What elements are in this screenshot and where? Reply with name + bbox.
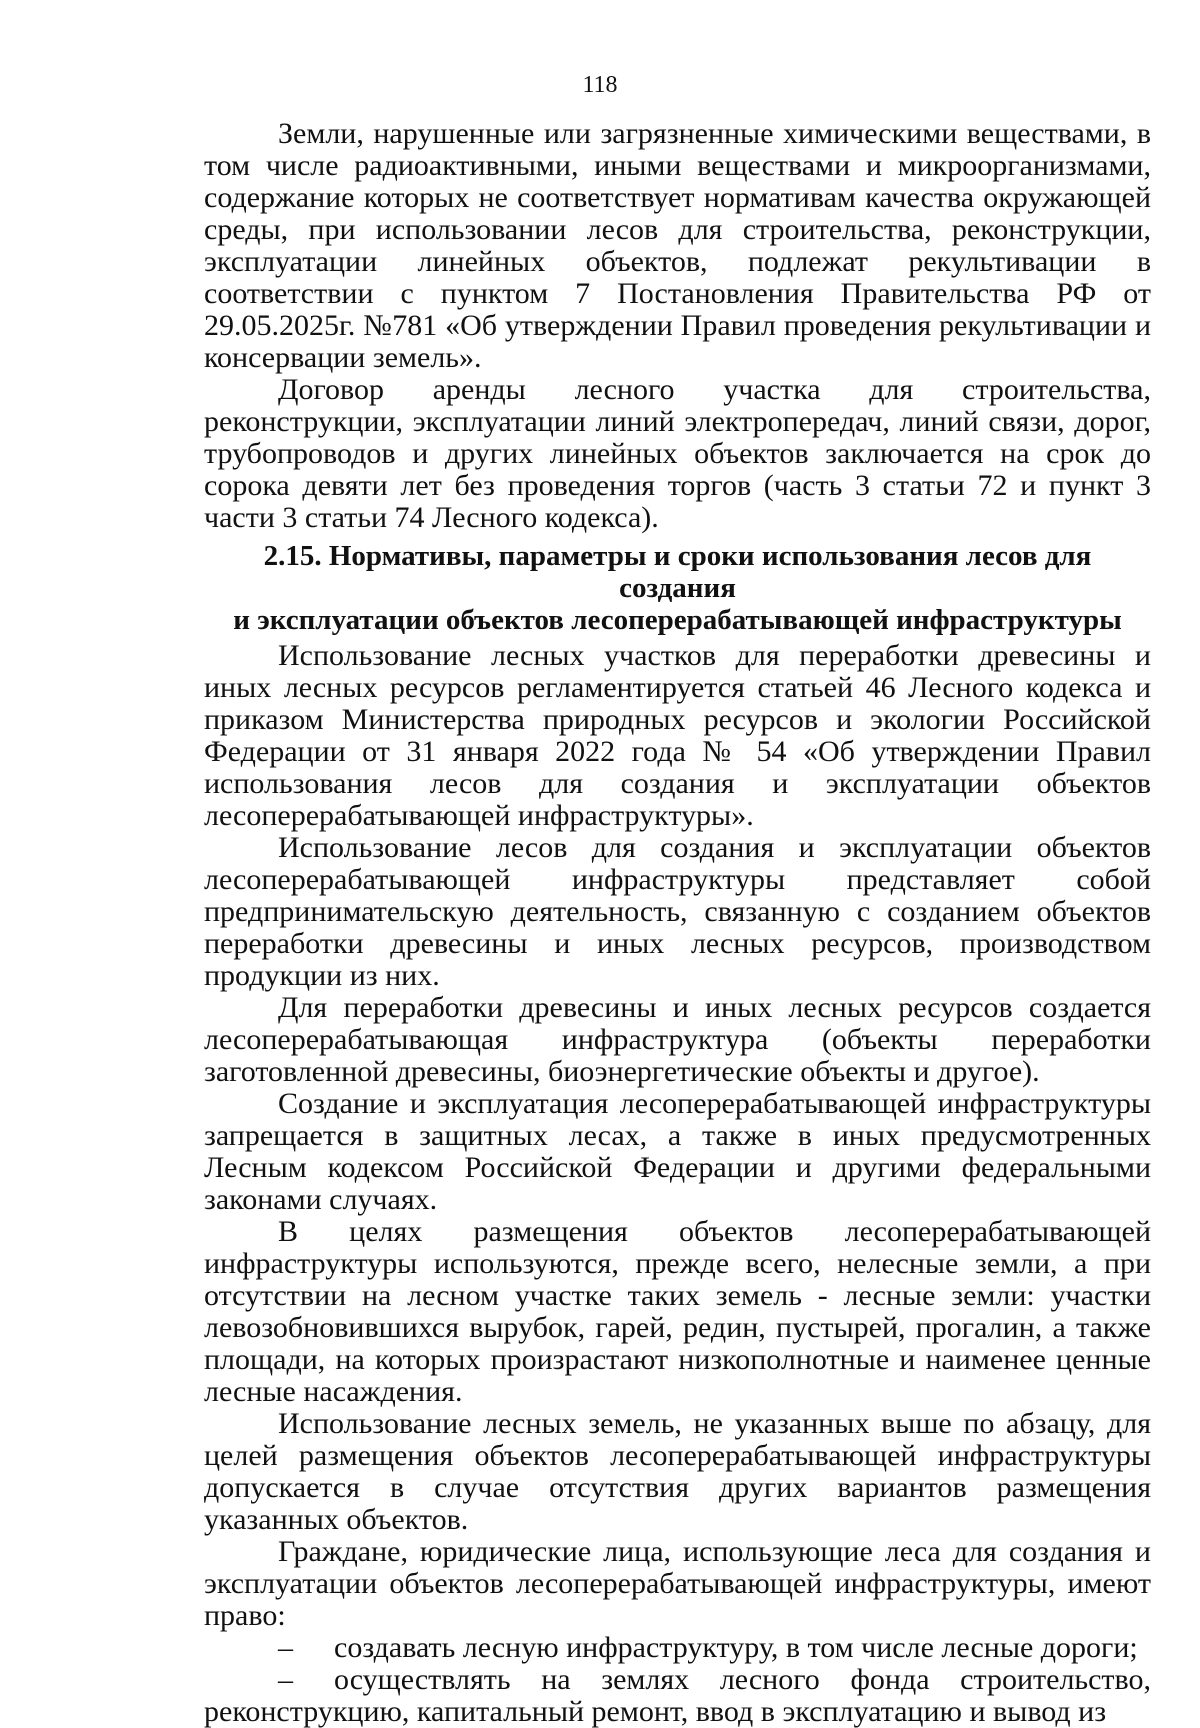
list-item [204, 1664, 1151, 1728]
page-number: 118 [582, 72, 618, 98]
list-item-text: осуществлять на землях лесного фонда строительство, реконструкцию, капитальный ремонт, ввод в эксплуатацию и вывод из [204, 1663, 1151, 1728]
section-heading-line-1: 2.15. Нормативы, параметры и сроки использования лесов для создания [263, 540, 1092, 604]
list-marker: – [278, 1631, 293, 1664]
paragraph-forest-land-allowed: Использование лесных земель, не указанных выше по абзацу, для целей размещения объектов лесоперерабатывающей инфраструктуры допускается в случае отсутствия других вариантов размещения указанных объектов. [204, 1407, 1151, 1536]
paragraph-rights: Граждане, юридические лица, использующие леса для создания и эксплуатации объектов лесоперерабатывающей инфраструктуры, имеют право: [204, 1535, 1151, 1632]
section-heading [204, 540, 1151, 636]
paragraph-lease-agreement: Договор аренды лесного участка для строительства, реконструкции, эксплуатации линий электропередач, линий связи, дорог, трубопроводов и других линейных объектов заключается на срок до сорока девяти лет без проведения торгов (часть 3 статьи 72 и пункт 3 части 3 статьи 74 Лесного кодекса). [204, 373, 1151, 534]
paragraph-land-use-priority: В целях размещения объектов лесоперерабатывающей инфраструктуры используются, прежде всего, нелесные земли, а при отсутствии на лесном участке таких земель - лесные земли: участки левозобновившихся вырубок, гарей, редин, пустырей, прогалин, а также площади, на которых произрастают низкополнотные и наименее ценные лесные насаждения. [204, 1215, 1151, 1408]
list-item-text: создавать лесную инфраструктуру, в том числе лесные дороги; [334, 1631, 1138, 1664]
paragraph-business-activity: Использование лесов для создания и эксплуатации объектов лесоперерабатывающей инфраструктуры представляет собой предпринимательскую деятельность, связанную с созданием объектов переработки древесины и иных лесных ресурсов, производством продукции из них. [204, 831, 1151, 992]
list-marker: – [278, 1663, 293, 1696]
section-heading-line-2: и эксплуатации объектов лесоперерабатывающей инфраструктуры [233, 604, 1122, 636]
list-item [204, 1632, 1151, 1664]
paragraph-regulation: Использование лесных участков для переработки древесины и иных лесных ресурсов регламентируется статьей 46 Лесного кодекса и приказом Министерства природных ресурсов и экологии Российской Федерации от 31 января 2022 года № 54 «Об утверждении Правил использования лесов для создания и эксплуатации объектов лесоперерабатывающей инфраструктуры». [204, 639, 1151, 832]
paragraph-prohibition: Создание и эксплуатация лесоперерабатывающей инфраструктуры запрещается в защитных лесах, а также в иных предусмотренных Лесным кодексом Российской Федерации и другими федеральными законами случаях. [204, 1087, 1151, 1216]
paragraph-land-reclamation: Земли, нарушенные или загрязненные химическими веществами, в том числе радиоактивными, иными веществами и микроорганизмами, содержание которых не соответствует нормативам качества окружающей среды, при использовании лесов для строительства, реконструкции, эксплуатации линейных объектов, подлежат рекультивации в соответствии с пунктом 7 Постановления Правительства РФ от 29.05.2025г. №781 «Об утверждении Правил проведения рекультивации и консервации земель». [204, 117, 1151, 374]
paragraph-infrastructure-created: Для переработки древесины и иных лесных ресурсов создается лесоперерабатывающая инфраструктура (объекты переработки заготовленной древесины, биоэнергетические объекты и другое). [204, 991, 1151, 1088]
page-content [204, 118, 1151, 1728]
